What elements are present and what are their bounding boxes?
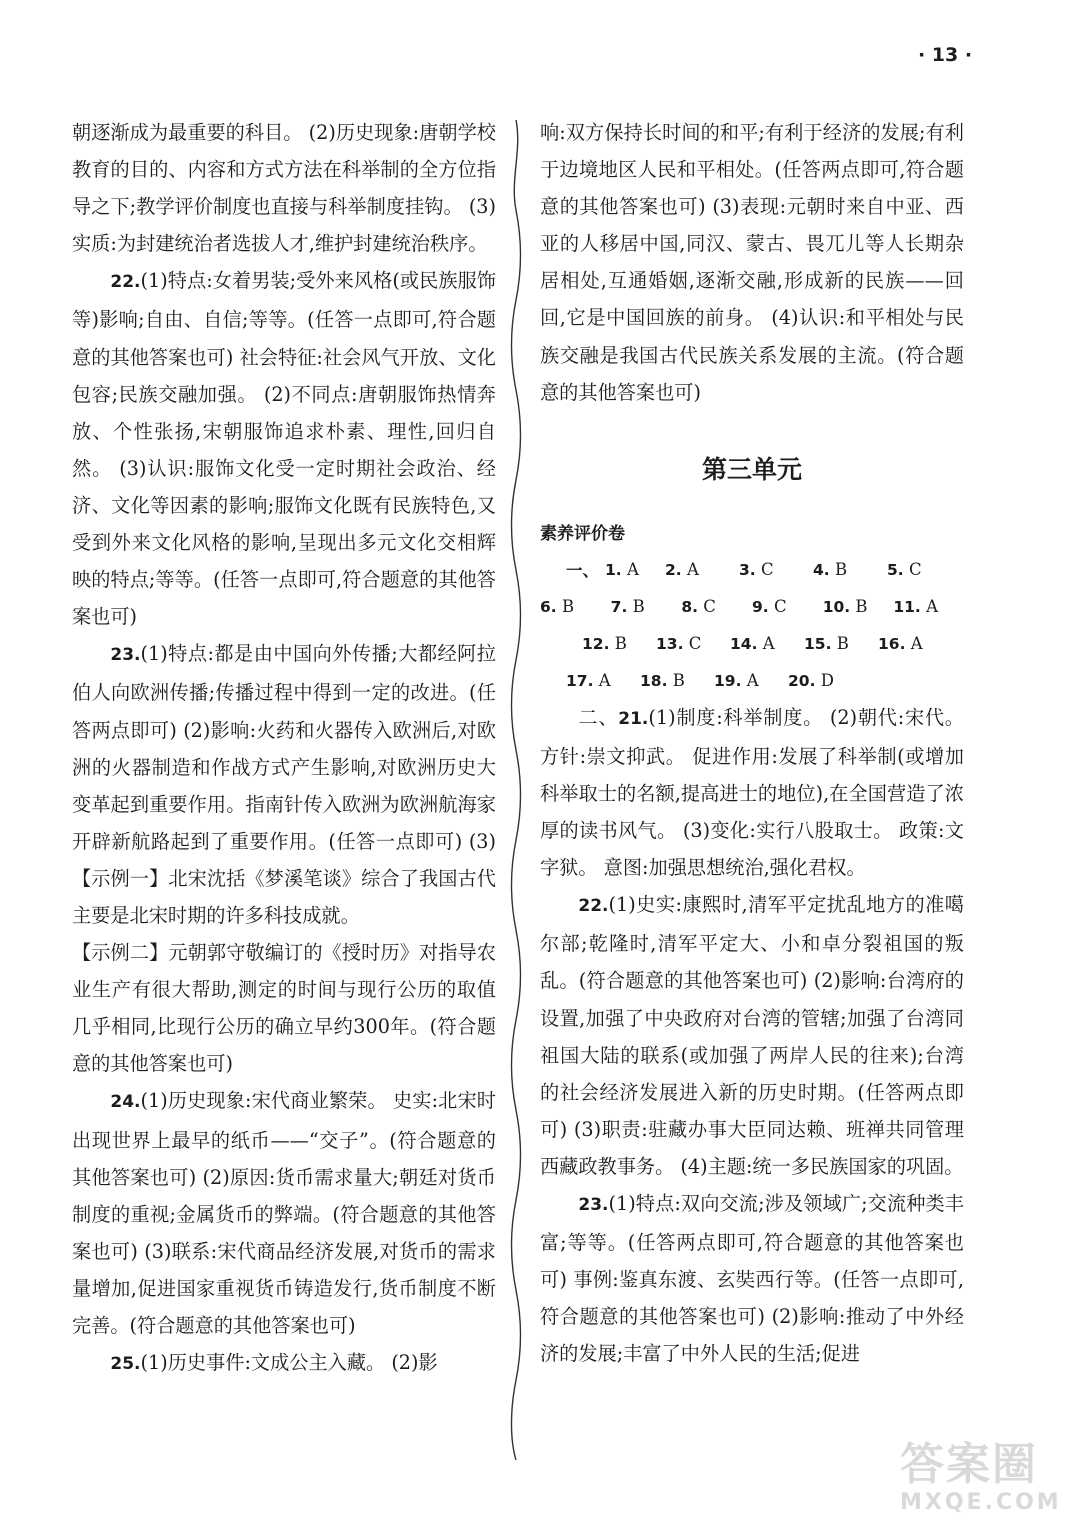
mc-number: 2.	[665, 560, 682, 579]
page-number: · 13 ·	[917, 44, 973, 66]
mc-number: 1.	[605, 560, 622, 579]
mc-choice: D	[820, 670, 834, 690]
mc-number: 19.	[714, 671, 742, 690]
answer-22	[540, 886, 964, 1185]
answer-text: (1)史实:康熙时,清军平定扰乱地方的准噶尔部;乾隆时,清军平定大、小和卓分裂祖国的叛乱。(符合题意的其他答案也可) (2)影响:台湾府的设置,加强了中央政府对台湾的管辖;加强了台湾同祖国大陆的联系(或加强了两岸人民的往来);台湾的社会经济发展进入新的历史时期。(任答两点即可) (3)职责:驻藏办事大臣同达赖、班禅共同管理西藏政教事务。 (4)主题:统一多民族国家的巩固。	[540, 893, 964, 1178]
mc-answer	[714, 671, 788, 690]
mc-choice: A	[598, 670, 611, 690]
mc-answer	[605, 560, 665, 579]
answer-22	[72, 262, 496, 635]
mc-number: 11.	[893, 597, 921, 616]
mc-number: 7.	[610, 597, 628, 616]
mc-answer	[739, 560, 813, 579]
mc-choice: B	[632, 596, 645, 616]
mc-answer	[656, 634, 730, 653]
answer-23	[540, 1185, 964, 1372]
section-prefix: 一、	[566, 561, 599, 581]
mc-answer	[804, 634, 878, 653]
mc-answer	[752, 597, 823, 616]
answer-text: (1)制度:科举制度。 (2)朝代:宋代。 方针:崇文抑武。 促进作用:发展了科举制(或增加科举取士的名额,提高进士的地位),在全国营造了浓厚的读书风气。 (3)变化:实行八股取士。 政策:文字狱。 意图:加强思想统治,强化君权。	[540, 705, 964, 880]
mc-answer	[887, 560, 961, 579]
question-number: 21.	[618, 708, 649, 729]
watermark-url: MXQE.COM	[900, 1490, 1062, 1515]
unit-title: 第三单元	[701, 454, 802, 484]
multiple-choice-answers	[540, 551, 964, 699]
answer-text: (1)历史现象:宋代商业繁荣。 史实:北宋时出现世界上最早的纸币——“交子”。(符合题意的其他答案也可) (2)原因:货币需求量大;朝廷对货币制度的重视;金属货币的弊端。(符合题意的其他答案也可) (3)联系:宋代商品经济发展,对货币的需求量增加,促进国家重视货币铸造发行,货币制度不断完善。(符合题意的其他答案也可)	[72, 1089, 496, 1337]
question-number: 22.	[110, 272, 141, 293]
answer-text: (1)特点:双向交流;涉及领域广;交流种类丰富;等等。(任答两点即可,符合题意的其他答案也可) 事例:鉴真东渡、玄奘西行等。(任答一点即可,符合题意的其他答案也可) (2)影响:推动了中外经济的发展;丰富了中外人民的生活;促进	[540, 1191, 964, 1366]
mc-number: 18.	[640, 671, 668, 690]
mc-number: 4.	[813, 560, 830, 579]
mc-choice: A	[910, 633, 923, 653]
answer-paragraph: 朝逐渐成为最重要的科目。 (2)历史现象:唐朝学校教育的目的、内容和方式方法在科举制的全方位指导之下;教学评价制度也直接与科举制度挂钩。 (3)实质:为封建统治者选拔人才,维护封建统治秩序。	[72, 121, 496, 256]
answer-23-example: 【示例二】元朝郭守敬编订的《授时历》对指导农业生产有很大帮助,测定的时间与现行公历的取值几乎相同,比现行公历的确立早约300年。(符合题意的其他答案也可)	[72, 941, 496, 1076]
question-number: 23.	[578, 1194, 609, 1215]
mc-choice: C	[688, 633, 702, 653]
mc-number: 5.	[887, 560, 904, 579]
mc-choice: A	[762, 633, 775, 653]
mc-choice: B	[614, 633, 627, 653]
mc-choice: C	[703, 596, 716, 616]
mc-choice: A	[926, 596, 938, 616]
answer-24	[72, 1082, 496, 1344]
mc-number: 8.	[681, 597, 699, 616]
mc-choice: A	[746, 670, 759, 690]
mc-number: 17.	[566, 671, 594, 690]
answer-23	[72, 635, 496, 934]
column-divider	[508, 120, 524, 1460]
mc-number: 14.	[730, 634, 758, 653]
answer-text: (1)特点:都是由中国向外传播;大都经阿拉伯人向欧洲传播;传播过程中得到一定的改进。(任答两点即可) (2)影响:火药和火器传入欧洲后,对欧洲的火器制造和作战方式产生影响,对欧洲历史大变革起到重要作用。指南针传入欧洲为欧洲航海家开辟新航路起到了重要作用。(任答一点即可) (3)【示例一】北宋沈括《梦溪笔谈》综合了我国古代主要是北宋时期的许多科技成就。	[72, 642, 496, 927]
mc-row	[540, 551, 964, 588]
mc-number: 20.	[788, 671, 816, 690]
mc-answer	[788, 671, 862, 690]
mc-row	[540, 625, 964, 662]
mc-number: 13.	[656, 634, 684, 653]
mc-answer	[665, 560, 739, 579]
mc-number: 6.	[540, 597, 557, 616]
mc-choice: B	[561, 596, 575, 616]
mc-answer	[878, 634, 952, 653]
mc-answer	[540, 597, 611, 616]
section-prefix: 二、	[578, 705, 619, 729]
mc-answer	[813, 560, 887, 579]
mc-choice: A	[626, 559, 639, 579]
mc-choice: B	[672, 670, 685, 690]
mc-choice: C	[760, 559, 774, 579]
left-column	[72, 114, 496, 1383]
answer-21	[540, 699, 964, 886]
watermark-logo	[900, 1440, 1068, 1528]
right-column	[540, 114, 964, 1372]
mc-number: 9.	[752, 597, 769, 616]
mc-answer	[582, 634, 656, 653]
mc-choice: B	[834, 559, 848, 579]
mc-answer	[566, 671, 640, 690]
mc-choice: B	[836, 633, 849, 653]
answer-paragraph: 响:双方保持长时间的和平;有利于经济的发展;有利于边境地区人民和平相处。(任答两点即可,符合题意的其他答案也可) (3)表现:元朝时来自中亚、西亚的人移居中国,同汉、蒙古、畏兀儿等人长期杂居相处,互通婚姻,逐渐交融,形成新的民族——回回,它是中国回族的前身。 (4)认识:和平相处与民族交融是我国古代民族关系发展的主流。(符合题意的其他答案也可)	[540, 121, 964, 404]
question-number: 22.	[578, 896, 609, 917]
question-number: 25.	[110, 1354, 141, 1375]
mc-answer	[611, 597, 682, 616]
question-number: 24.	[110, 1092, 141, 1113]
mc-row	[540, 662, 964, 699]
mc-answer	[823, 597, 894, 616]
mc-answer	[640, 671, 714, 690]
answer-text: (1)特点:女着男装;受外来风格(或民族服饰等)影响;自由、自信;等等。(任答一点即可,符合题意的其他答案也可) 社会特征:社会风气开放、文化包容;民族交融加强。 (2)不同点:唐朝服饰热情奔放、个性张扬,宋朝服饰追求朴素、理性,回归自然。 (3)认识:服饰文化受一定时期社会政治、经济、文化等因素的影响;服饰文化既有民族特色,又受到外来文化风格的影响,呈现出多元文化交相辉映的特点;等等。(任答一点即可,符合题意的其他答案也可)	[72, 269, 496, 629]
mc-answer	[893, 597, 964, 616]
mc-number: 10.	[822, 597, 851, 616]
question-number: 23.	[110, 645, 141, 666]
mc-choice: B	[855, 596, 868, 616]
mc-choice: C	[773, 596, 787, 616]
section-label: 素养评价卷	[540, 523, 625, 544]
mc-row	[540, 588, 964, 625]
mc-number: 15.	[804, 634, 832, 653]
mc-number: 12.	[582, 634, 610, 653]
watermark-text: 答案圈	[900, 1439, 1038, 1490]
answer-text: (1)历史事件:文成公主入藏。 (2)影	[140, 1351, 438, 1375]
mc-answer	[730, 634, 804, 653]
mc-choice: A	[686, 559, 699, 579]
mc-number: 16.	[878, 634, 906, 653]
mc-choice: C	[908, 559, 922, 579]
mc-number: 3.	[739, 560, 756, 579]
mc-answer	[681, 597, 752, 616]
answer-25	[72, 1344, 496, 1383]
